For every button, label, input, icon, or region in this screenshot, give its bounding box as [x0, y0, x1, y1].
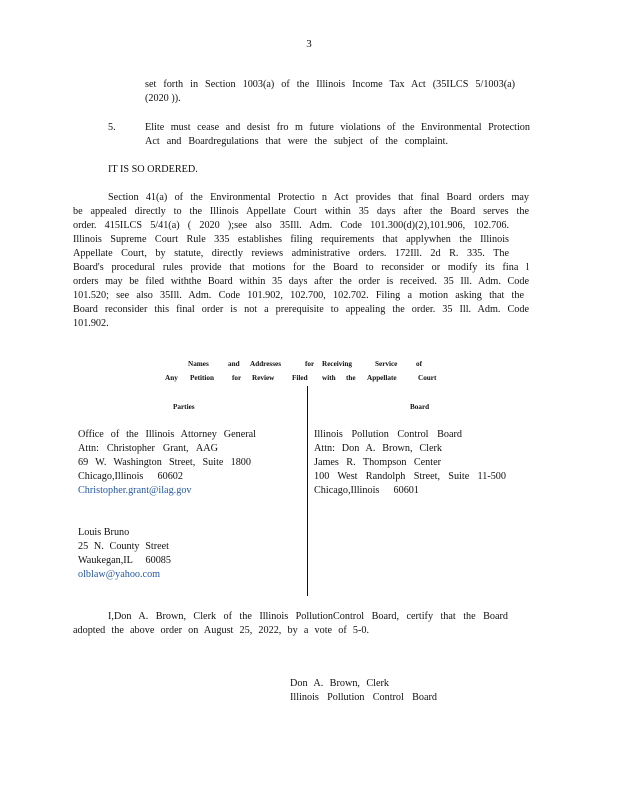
party2-street: 25 N. County Street [78, 541, 169, 552]
board-city: Chicago,Illinois 60601 [314, 485, 419, 496]
service-heading2-w2: Petition [190, 374, 214, 382]
service-heading-w7: of [416, 360, 422, 368]
board-name: Illinois Pollution Control Board [314, 429, 462, 440]
service-heading2-w5: Filed [292, 374, 308, 382]
column-divider [307, 386, 308, 596]
service-heading2-w8: Appellate [367, 374, 397, 382]
service-heading2-w1: Any [165, 374, 178, 382]
party1-name: Office of the Illinois Attorney General [78, 429, 256, 440]
signature-org: Illinois Pollution Control Board [290, 692, 437, 703]
appeal-line-1: Section 41(a) of the Environmental Protectio n Act provides that final Board orders may [108, 192, 529, 203]
order-item-5-line1: Elite must cease and desist fro m future violations of the Environmental Protection [145, 122, 530, 133]
party1-attn: Attn: Christopher Grant, AAG [78, 443, 218, 454]
party1-email-link[interactable]: Christopher.grant@ilag.gov [78, 485, 192, 496]
signature-name: Don A. Brown, Clerk [290, 678, 389, 689]
certification-line-1: I,Don A. Brown, Clerk of the Illinois PollutionControl Board, certify that the Board [108, 611, 508, 622]
party1-street: 69 W. Washington Street, Suite 1800 [78, 457, 251, 468]
board-column-header: Board [410, 403, 430, 411]
party1-city: Chicago,Illinois 60602 [78, 471, 183, 482]
service-heading-w3: Addresses [250, 360, 282, 368]
board-attn: Attn: Don A. Brown, Clerk [314, 443, 442, 454]
certification-line-2: adopted the above order on August 25, 2022, by a vote of 5-0. [73, 625, 369, 636]
service-heading-w4: for [305, 360, 315, 368]
service-heading2-w3: for [232, 374, 242, 382]
service-heading2-w7: the [346, 374, 356, 382]
order-item-5-line2: Act and Boardregulations that were the subject of the complaint. [145, 136, 448, 147]
so-ordered: IT IS SO ORDERED. [108, 164, 198, 175]
service-heading2-w4: Review [252, 374, 275, 382]
service-heading2-w6: with [322, 374, 336, 382]
appeal-line-7: orders may be filed withthe Board within 35 days after the order is received. 35 Ill. Adm. Code [73, 276, 529, 287]
appeal-line-4: Illinois Supreme Court Rule 335 establishes filing requirements that applywhen the Illinois [73, 234, 509, 245]
appeal-line-8: 101.520; see also 35Ill. Adm. Code 101.902, 102.700, 102.702. Filing a motion asking that the [73, 290, 524, 301]
appeal-line-5: Appellate Court, by statute, directly reviews administrative orders. 172Ill. 2d R. 335. The [73, 248, 509, 259]
appeal-line-10: 101.902. [73, 318, 109, 329]
order-item-4-line2: (2020 )). [145, 93, 181, 104]
service-heading-w2: and [228, 360, 240, 368]
appeal-line-3: order. 415ILCS 5/41(a) ( 2020 );see also 35Ill. Adm. Code 101.300(d)(2),101.906, 102.706. [73, 220, 509, 231]
party2-name: Louis Bruno [78, 527, 130, 538]
service-heading-w5: Receiving [322, 360, 352, 368]
order-item-5-number: 5. [108, 122, 116, 133]
page-number: 3 [306, 38, 312, 50]
order-item-4-line1: set forth in Section 1003(a) of the Illinois Income Tax Act (35ILCS 5/1003(a) [145, 79, 515, 90]
service-heading-w1: Names [188, 360, 209, 368]
appeal-line-6: Board's procedural rules provide that motions for the Board to reconsider or modify its fina l [73, 262, 529, 273]
party2-email-link[interactable]: olblaw@yahoo.com [78, 569, 161, 580]
party2-city: Waukegan,IL 60085 [78, 555, 171, 566]
appeal-line-9: Board reconsider this final order is not a prerequisite to appealing the order. 35 Ill. Adm. Code [73, 304, 529, 315]
service-heading-w6: Service [375, 360, 398, 368]
board-street: 100 West Randolph Street, Suite 11-500 [314, 471, 506, 482]
appeal-line-2: be appealed directly to the Illinois Appellate Court within 35 days after the Board serves the [73, 206, 529, 217]
board-center: James R. Thompson Center [314, 457, 441, 468]
parties-column-header: Parties [173, 403, 195, 411]
service-heading2-w9: Court [418, 374, 437, 382]
